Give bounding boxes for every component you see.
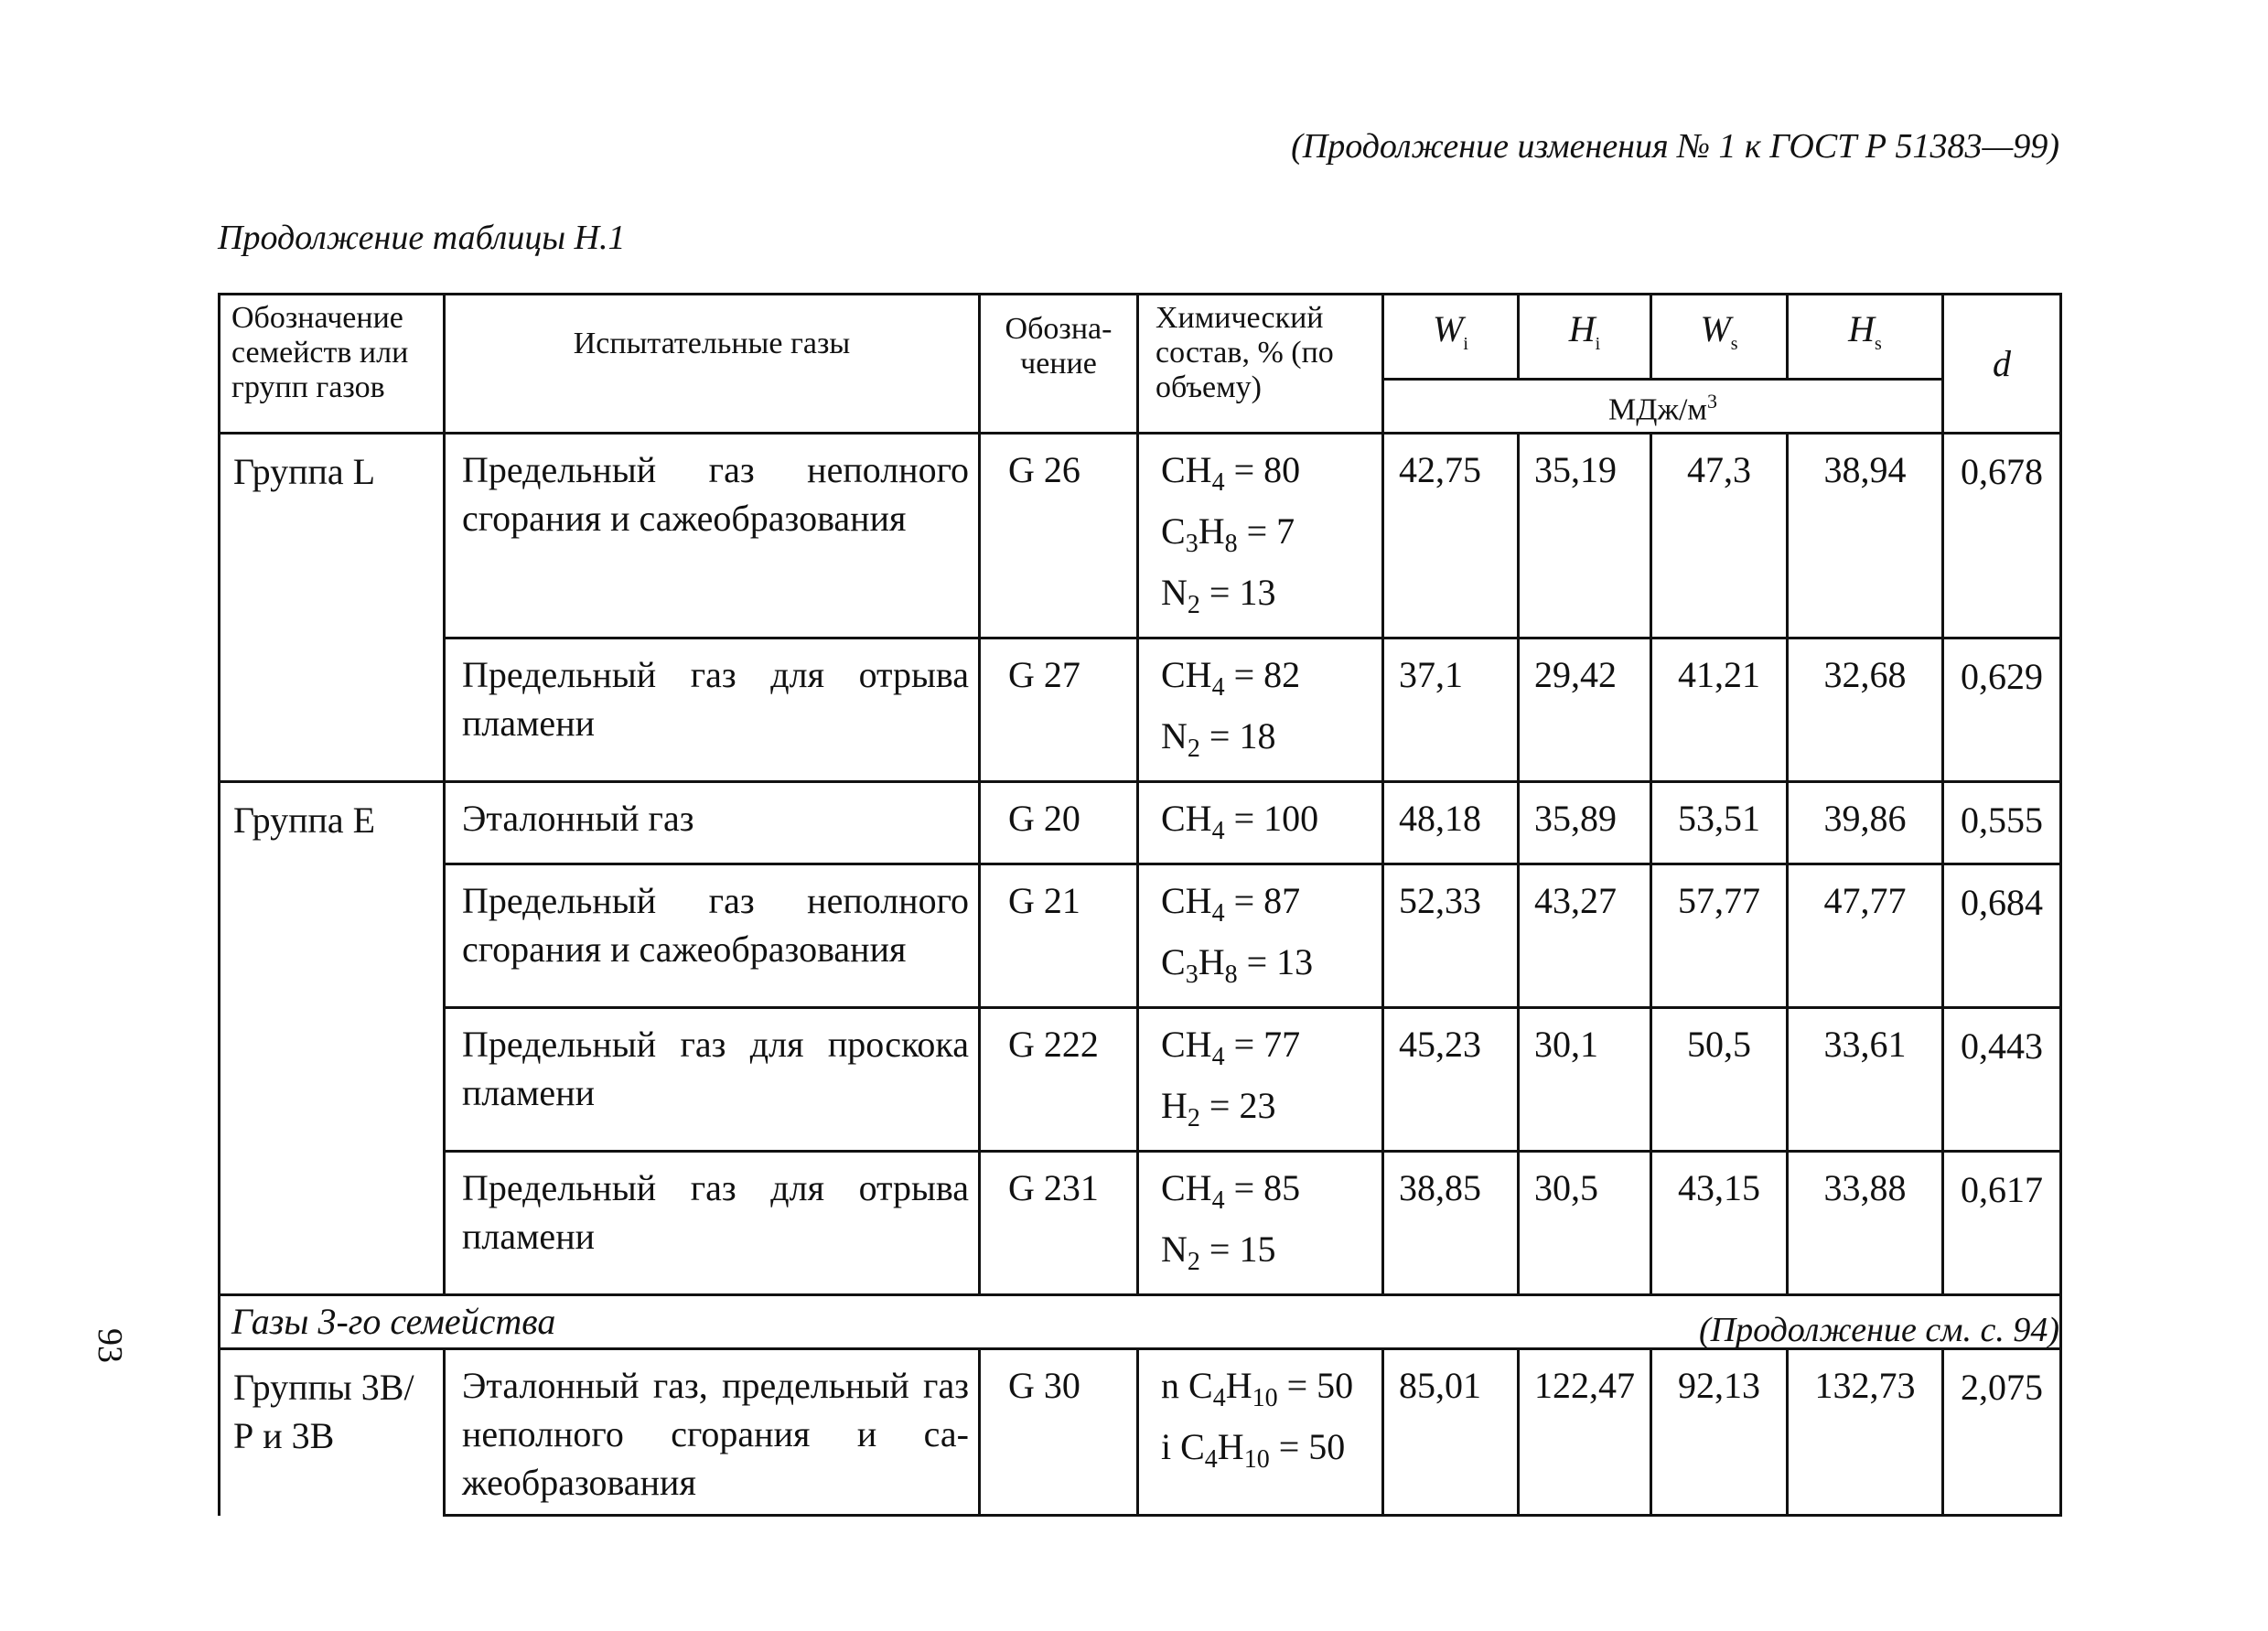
value-wi: 37,1	[1383, 638, 1519, 782]
gas-name: Эталонный газ, предельный газ неполного сгорания и са-жеобразования	[445, 1349, 980, 1516]
value-wi: 42,75	[1383, 434, 1519, 638]
header-designation: Обозна-чение	[980, 295, 1138, 434]
designation: G 27	[980, 638, 1138, 782]
value-hs: 38,94	[1788, 434, 1943, 638]
table-row	[220, 864, 2061, 1008]
footer-note: (Продолжение см. с. 94)	[1698, 1311, 2059, 1349]
header-hi: $H_i$	[1519, 295, 1651, 380]
chem-composition: n $C_4H_{10} = 50$ i $C_4H_{10} = 50$	[1138, 1349, 1383, 1516]
value-d: 0,555	[1943, 782, 2061, 864]
value-hs: 47,77	[1788, 864, 1943, 1008]
gas-name: Предельный газ для отрыва пламени	[445, 1152, 980, 1295]
chem-composition: $CH_4 = 77$ $H_2 = 23$	[1138, 1008, 1383, 1152]
header-chem: Химический состав, % (по объему)	[1138, 295, 1383, 434]
header-wi: $W_i$	[1383, 295, 1519, 380]
table-row	[220, 1349, 2061, 1516]
value-wi: 52,33	[1383, 864, 1519, 1008]
chem-composition: $CH_4 = 80$ $C_3H_8 = 7$ $N_2 = 13$	[1138, 434, 1383, 638]
group-l: Группа L	[220, 434, 445, 782]
gas-name: Эталонный газ	[445, 782, 980, 864]
table-row	[220, 1008, 2061, 1152]
header-row	[220, 295, 2061, 380]
chem-composition: $CH_4 = 87$ $C_3H_8 = 13$	[1138, 864, 1383, 1008]
value-wi: 45,23	[1383, 1008, 1519, 1152]
group-e: Группа E	[220, 782, 445, 1295]
designation: G 26	[980, 434, 1138, 638]
designation: G 231	[980, 1152, 1138, 1295]
value-ws: 47,3	[1651, 434, 1788, 638]
header-gases: Испытательные газы	[445, 295, 980, 434]
designation: G 21	[980, 864, 1138, 1008]
value-d: 2,075	[1943, 1349, 2061, 1516]
value-ws: 41,21	[1651, 638, 1788, 782]
designation: G 30	[980, 1349, 1138, 1516]
value-hi: 29,42	[1519, 638, 1651, 782]
value-d: 0,629	[1943, 638, 2061, 782]
value-hi: 35,89	[1519, 782, 1651, 864]
gas-name: Предельный газ неполного сгорания и сажеобразования	[445, 864, 980, 1008]
table-row	[220, 1152, 2061, 1295]
value-wi: 38,85	[1383, 1152, 1519, 1295]
value-ws: 43,15	[1651, 1152, 1788, 1295]
value-ws: 50,5	[1651, 1008, 1788, 1152]
value-hs: 132,73	[1788, 1349, 1943, 1516]
value-hs: 39,86	[1788, 782, 1943, 864]
chem-composition: $CH_4 = 85$ $N_2 = 15$	[1138, 1152, 1383, 1295]
value-hi: 43,27	[1519, 864, 1651, 1008]
header-family: Обозначение семейств или групп газов	[220, 295, 445, 434]
value-wi: 85,01	[1383, 1349, 1519, 1516]
value-d: 0,678	[1943, 434, 2061, 638]
table-caption: Продолжение таблицы Н.1	[218, 219, 626, 257]
value-hs: 33,61	[1788, 1008, 1943, 1152]
chem-composition: $CH_4 = 100$	[1138, 782, 1383, 864]
group-3b: Группы 3В/Р и 3В	[220, 1349, 445, 1516]
table-row	[220, 638, 2061, 782]
value-hs: 33,88	[1788, 1152, 1943, 1295]
value-ws: 57,77	[1651, 864, 1788, 1008]
header-d: d	[1943, 295, 2061, 434]
designation: G 222	[980, 1008, 1138, 1152]
gas-name: Предельный газ неполного сгорания и сажеобразования	[445, 434, 980, 638]
value-d: 0,443	[1943, 1008, 2061, 1152]
gas-name: Предельный газ для отрыва пламени	[445, 638, 980, 782]
section-title: Газы 3-го семейства	[220, 1295, 2061, 1349]
value-hi: 30,5	[1519, 1152, 1651, 1295]
header-note: (Продолжение изменения № 1 к ГОСТ Р 51383—99)	[1291, 127, 2059, 166]
value-hi: 35,19	[1519, 434, 1651, 638]
page-number: 93	[91, 1328, 129, 1363]
value-wi: 48,18	[1383, 782, 1519, 864]
table-row	[220, 782, 2061, 864]
header-unit: МДж/$м^3$	[1383, 380, 1943, 434]
value-hs: 32,68	[1788, 638, 1943, 782]
designation: G 20	[980, 782, 1138, 864]
header-hs: $H_s$	[1788, 295, 1943, 380]
value-ws: 92,13	[1651, 1349, 1788, 1516]
value-hi: 122,47	[1519, 1349, 1651, 1516]
header-ws: $W_s$	[1651, 295, 1788, 380]
value-d: 0,617	[1943, 1152, 2061, 1295]
value-ws: 53,51	[1651, 782, 1788, 864]
value-d: 0,684	[1943, 864, 2061, 1008]
gas-name: Предельный газ для проскока пламени	[445, 1008, 980, 1152]
value-hi: 30,1	[1519, 1008, 1651, 1152]
table-row	[220, 434, 2061, 638]
chem-composition: $CH_4 = 82$ $N_2 = 18$	[1138, 638, 1383, 782]
